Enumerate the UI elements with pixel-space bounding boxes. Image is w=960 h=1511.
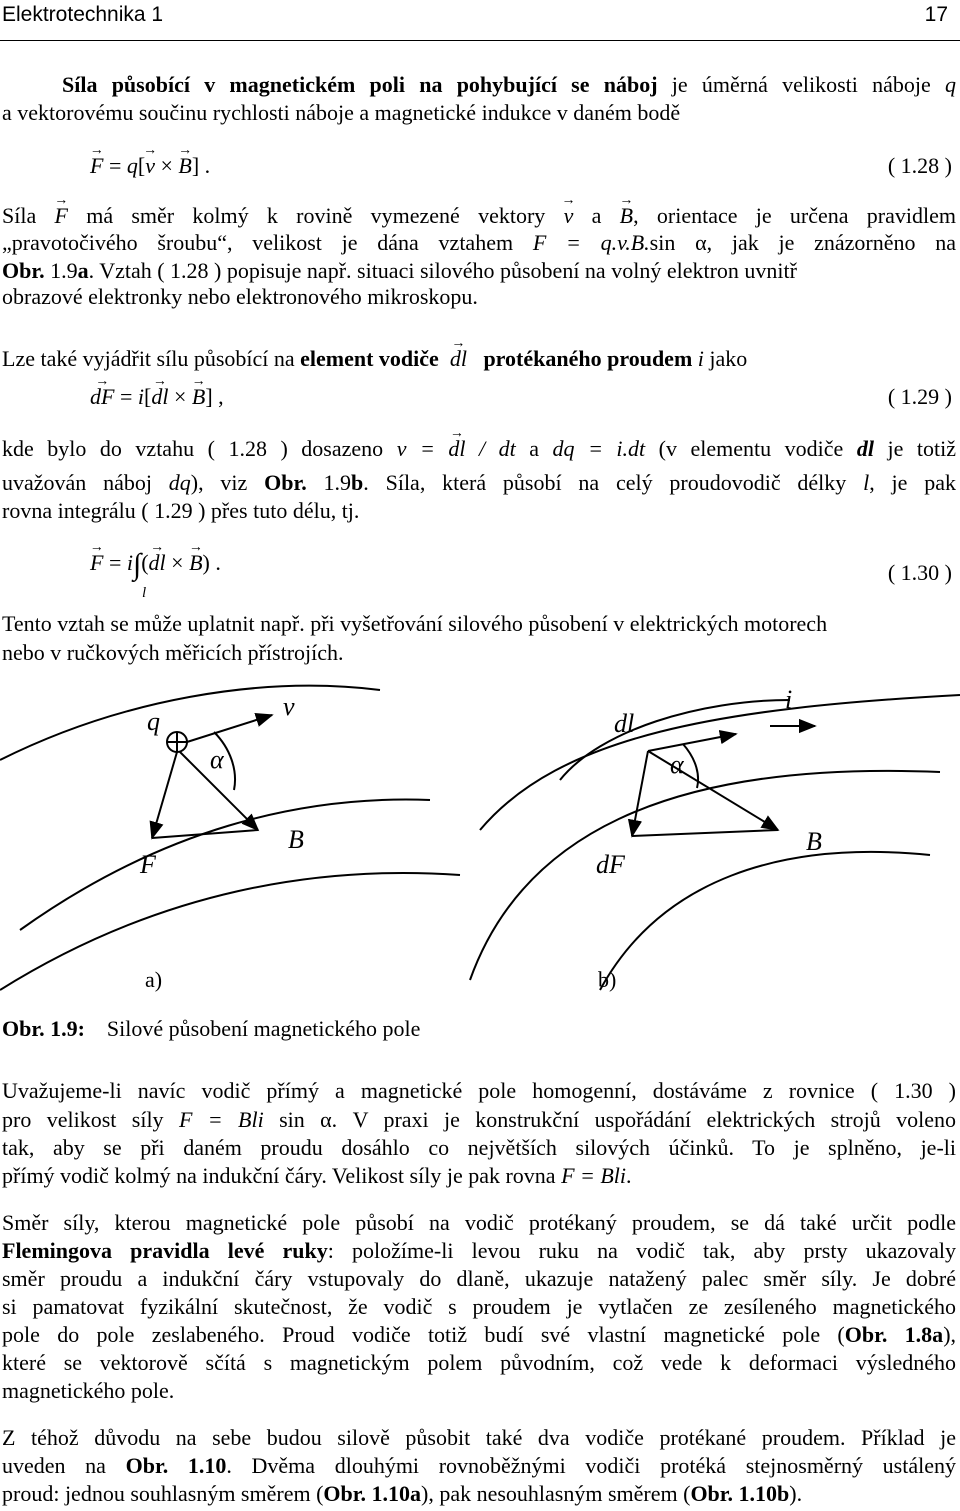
p2-line-3: Obr. 1.9a. Vztah ( 1.28 ) popisuje např. situaci silového působení na volný elektron uvnitř (2, 258, 797, 283)
p8-line-2: uveden na Obr. 1.10. Dvěma dlouhými rovnoběžnými vodiči protéká stejnosměrný ustálený (2, 1453, 956, 1478)
label-alpha-b: α (670, 750, 684, 779)
p5-line-2: nebo v ručkových měřicích přístrojích. (2, 640, 344, 665)
label-F-a: F (140, 850, 156, 879)
label-part-a: a) (145, 967, 163, 992)
p6-line-4: přímý vodič kolmý na indukční čáry. Velikost síly je pak rovna F = Bli. (2, 1163, 632, 1188)
label-v: v (283, 692, 295, 721)
label-dF: dF (596, 850, 625, 879)
p6-line-3: tak, aby se při daném proudu dosáhlo co největších silových účinků. To je splněno, je-li (2, 1135, 956, 1160)
p7-line-1: Směr síly, kterou magnetické pole působí na vodič protékaný proudem, se dá také určit podle (2, 1210, 956, 1235)
figure-caption: Obr. 1.9: Silové působení magnetického pole (2, 1016, 421, 1041)
p2-line-4: obrazové elektronky nebo elektronového mikroskopu. (2, 284, 478, 309)
equation-1-30: → F = i∫(→ dl × → B) . (90, 548, 221, 576)
label-q: q (147, 707, 160, 736)
p1-line-2: a vektorovému součinu rychlosti náboje a magnetické indukce v daném bodě (2, 100, 681, 125)
label-dl: dl (614, 709, 635, 738)
page-number: 17 (924, 3, 948, 26)
equation-number-1-28: ( 1.28 ) (887, 153, 952, 178)
equation-1-29: → dF = i[→ dl × → B] , (90, 384, 224, 410)
p2-line-1: Síla → F má směr kolmý k rovině vymezené vektory → v a → B, orientace je určena pravidlem (2, 203, 956, 229)
p2-line-2: „pravotočivého šroubu“, velikost je dána vztahem F = q.v.B.sin α, jak je znázorněno na (2, 230, 957, 255)
conductor-b (480, 695, 960, 836)
integral-subscript: l (142, 585, 147, 601)
p7-line-6: které se vektorově sčítá s magnetickým polem původním, což vede k deformaci výsledného (2, 1350, 956, 1375)
p1-line-1: Síla působící v magnetickém poli na pohybující se náboj je úměrná velikosti náboje q (62, 72, 956, 97)
label-i: i (785, 685, 793, 714)
p7-line-7: magnetického pole. (2, 1378, 175, 1403)
p7-line-3: směr proudu a indukční čáry vstupovaly do dlaně, ukazuje natažený palec směr síly. Je dobré (2, 1266, 956, 1291)
p8-line-1: Z téhož důvodu na sebe budou silově působit také dva vodiče protékané proudem. Příklad je (2, 1425, 956, 1450)
running-header-title: Elektrotechnika 1 (2, 3, 164, 26)
p6-line-2: pro velikost síly F = Bli sin α. V praxi je konstrukční uspořádání elektrických strojů voleno (2, 1107, 956, 1132)
p6-line-1: Uvažujeme-li navíc vodič přímý a magnetické pole homogenní, dostáváme z rovnice ( 1.30 ) (2, 1078, 956, 1103)
vectors-a (152, 715, 272, 838)
p3-line-1: Lze také vyjádřit sílu působící na element vodiče → dl protékaného proudem i jako (2, 346, 747, 372)
p4-line-2: uvažován náboj dq), viz Obr. 1.9b. Síla, která působí na celý proudovodič délky l, je pak (2, 470, 956, 495)
header-rule (0, 40, 960, 41)
p7-line-2: Flemingova pravidla levé ruky: položíme-li levou ruku na vodič tak, aby prsty ukazovaly (2, 1238, 956, 1263)
figure-1-9 (0, 680, 960, 1000)
p7-line-5: pole do pole zeslabeného. Proud vodiče totiž budí své vlastní magnetické pole (Obr. 1.8a), (2, 1322, 957, 1347)
equation-1-28: → F = q[→ v × → B] . (90, 153, 210, 179)
label-B-a: B (288, 825, 304, 854)
label-alpha-a: α (210, 745, 224, 774)
p5-line-1: Tento vztah se může uplatnit např. při vyšetřování silového působení v elektrických motorech (2, 611, 828, 636)
p7-line-4: si pamatovat fyzikální skutečnost, že vodič s proudem je vytlačen ze zesíleného magnetického (2, 1294, 956, 1319)
p8-line-3: proud: jednou souhlasným směrem (Obr. 1.10a), pak nesouhlasným směrem (Obr. 1.10b). (2, 1481, 803, 1506)
field-lines-b (470, 700, 940, 990)
p4-line-3: rovna integrálu ( 1.29 ) přes tuto délu, tj. (2, 498, 360, 523)
p4-line-1: kde bylo do vztahu ( 1.28 ) dosazeno v = → dl / dt a dq = i.dt (v elementu vodiče dl je totiž (2, 436, 956, 462)
label-B-b: B (806, 827, 822, 856)
label-part-b: b) (598, 967, 617, 992)
equation-number-1-30: ( 1.30 ) (887, 560, 952, 585)
field-lines-a (0, 686, 460, 990)
equation-number-1-29: ( 1.29 ) (887, 384, 952, 409)
